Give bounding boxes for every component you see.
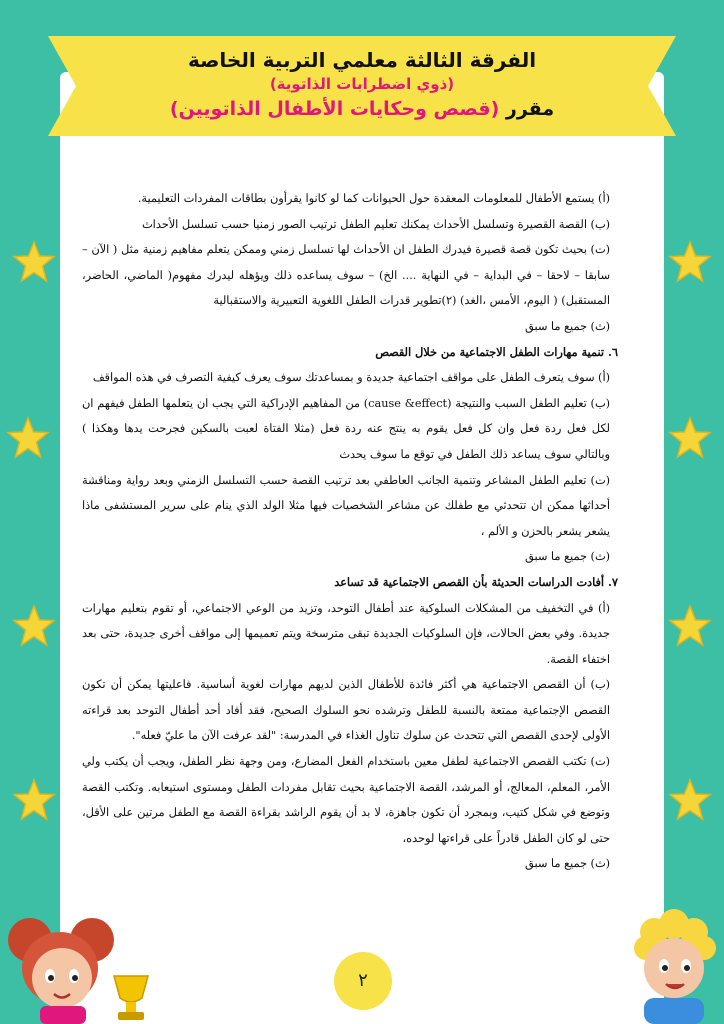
star-icon (668, 416, 712, 460)
girl-character-icon (0, 906, 170, 1024)
star-icon (12, 778, 56, 822)
star-icon (668, 778, 712, 822)
paragraph-item: (ت) تكتب القصص الاجتماعية لطفل معين باستخدام الفعل المضارع، ومن وجهة نظر الطفل، ويجب أن يكتب ولي الأمر، المعلم، المعالج، أو المرشد، القصة الاجتماعية بحيث تقابل مفردات الطفل ومستوى استيعابه. وتكتب القصة وتوضع في شكل كتيب، وبمجرد أن تكون جاهزة، لا بد أن يقوم الراشد بقراءة القصة مع الطفل مرتين على الأقل، حتى لو كان الطفل قادراً على قراءتها لوحده، (82, 755, 610, 845)
paragraph-item: (ب) تعليم الطفل السبب والنتيجة (cause &effect) من المفاهيم الإدراكية التي يجب ان يتعلمها الطفل فيفهم ان لكل فعل ردة فعل وان كل فعل يقوم به ينتج عنه ردة فعل (مثلا الفتاة لعبت بالسكين فجرحت يدها وهكذا ) وبالتالي سوف يساعد ذلك الطفل في توقع ما سوف يحدث (82, 396, 611, 461)
course-name: (قصص وحكايات الأطفال الذاتويين) (169, 98, 500, 120)
paragraph-item: (ب) القصة القصيرة وتسلسل الأحداث يمكنك تعليم الطفل ترتيب الصور زمنيا حسب تسلسل الأحداث (142, 217, 610, 231)
star-icon (668, 604, 712, 648)
star-icon (12, 240, 56, 284)
paragraph-item: (ث) جميع ما سبق (525, 550, 610, 564)
star-icon (6, 416, 50, 460)
header-title-line2: (ذوي اضطرابات الذاتوية) (269, 75, 455, 93)
header-title-line1: الفرقة الثالثة معلمي التربية الخاصة (187, 48, 537, 72)
paragraph-item: (ب) أن القصص الاجتماعية هي أكثر فائدة للأطفال الذين لديهم مهارات لغوية أساسية. فاعليتها يمكن أن تكون القصص الإجتماعية ممتعة بالنسبة للطفل وترشده نحو السلوك الصحيح، فقد أفاد أحد أطفال التوحد بعد قراءته الأولى لإحدى القصص التي تتحدث عن سلوك تناول الغذاء في المدرسة: "لقد عرفت الآن ما عليّ فعله". (82, 678, 610, 743)
document-body (82, 186, 618, 877)
boy-character-icon (624, 906, 724, 1024)
paragraph-item: (ت) تعليم الطفل المشاعر وتنمية الجانب العاطفي بعد ترتيب القصة حسب التسلسل الزمني وبعد رواية ومناقشة أحداثها ممكن ان تتحدثي مع طفلك عن مشاعر الشخصيات فيها مثلا الولد الذي ينام على سرير المستشفى ماذا يشعر يشعر بالحزن و الألم ، (82, 473, 610, 538)
paragraph-item: (أ) يستمع الأطفال للمعلومات المعقدة حول الحيوانات كما لو كانوا يقرأون بطاقات المفردات التعليمية. (137, 192, 610, 205)
header-titles (60, 42, 664, 122)
page-number: ٢ (334, 952, 392, 1010)
section-heading: ٧. أفادت الدراسات الحديثة بأن القصص الاجتماعية قد تساعد (334, 574, 618, 589)
paragraph-item: (ت) بحيث تكون قصة قصيرة فيدرك الطفل ان الأحداث لها تسلسل زمني وممكن يتعلم مفاهيم زمنية مثل ( الآن – سابقا – لاحقا – في البداية – في النهاية .... الخ) – سوف يساعده ذلك ويؤهله ليدرك مفهوم( الماضي، الحاضر، المستقبل) ( اليوم، الأمس ،الغد) (٢)تطوير قدرات الطفل اللغوية التعبيرية والاستقبالية (82, 243, 610, 308)
course-prefix: مقرر (505, 98, 555, 120)
star-icon (12, 604, 56, 648)
section-heading: ٦. تنمية مهارات الطفل الاجتماعية من خلال القصص (375, 344, 618, 359)
star-icon (668, 240, 712, 284)
paragraph-item: (أ) سوف يتعرف الطفل على مواقف اجتماعية جديدة و بمساعدتك سوف يعرف كيفية التصرف في هذه المواقف (92, 371, 610, 385)
paragraph-item: (أ) في التخفيف من المشكلات السلوكية عند أطفال التوحد، وتزيد من الوعي الاجتماعي، أو تقوم بتعليم مهارات جديدة. وفي بعض الحالات، فإن السلوكيات الجديدة تبقى مترسخة ويتم تعميمها إلى مواقف أخرى جديدة، حتى بعد اختفاء القصة. (82, 601, 610, 666)
paragraph-item: (ث) جميع ما سبق (525, 319, 610, 333)
paragraph-item: (ث) جميع ما سبق (525, 857, 610, 871)
header-course-title (60, 96, 664, 122)
